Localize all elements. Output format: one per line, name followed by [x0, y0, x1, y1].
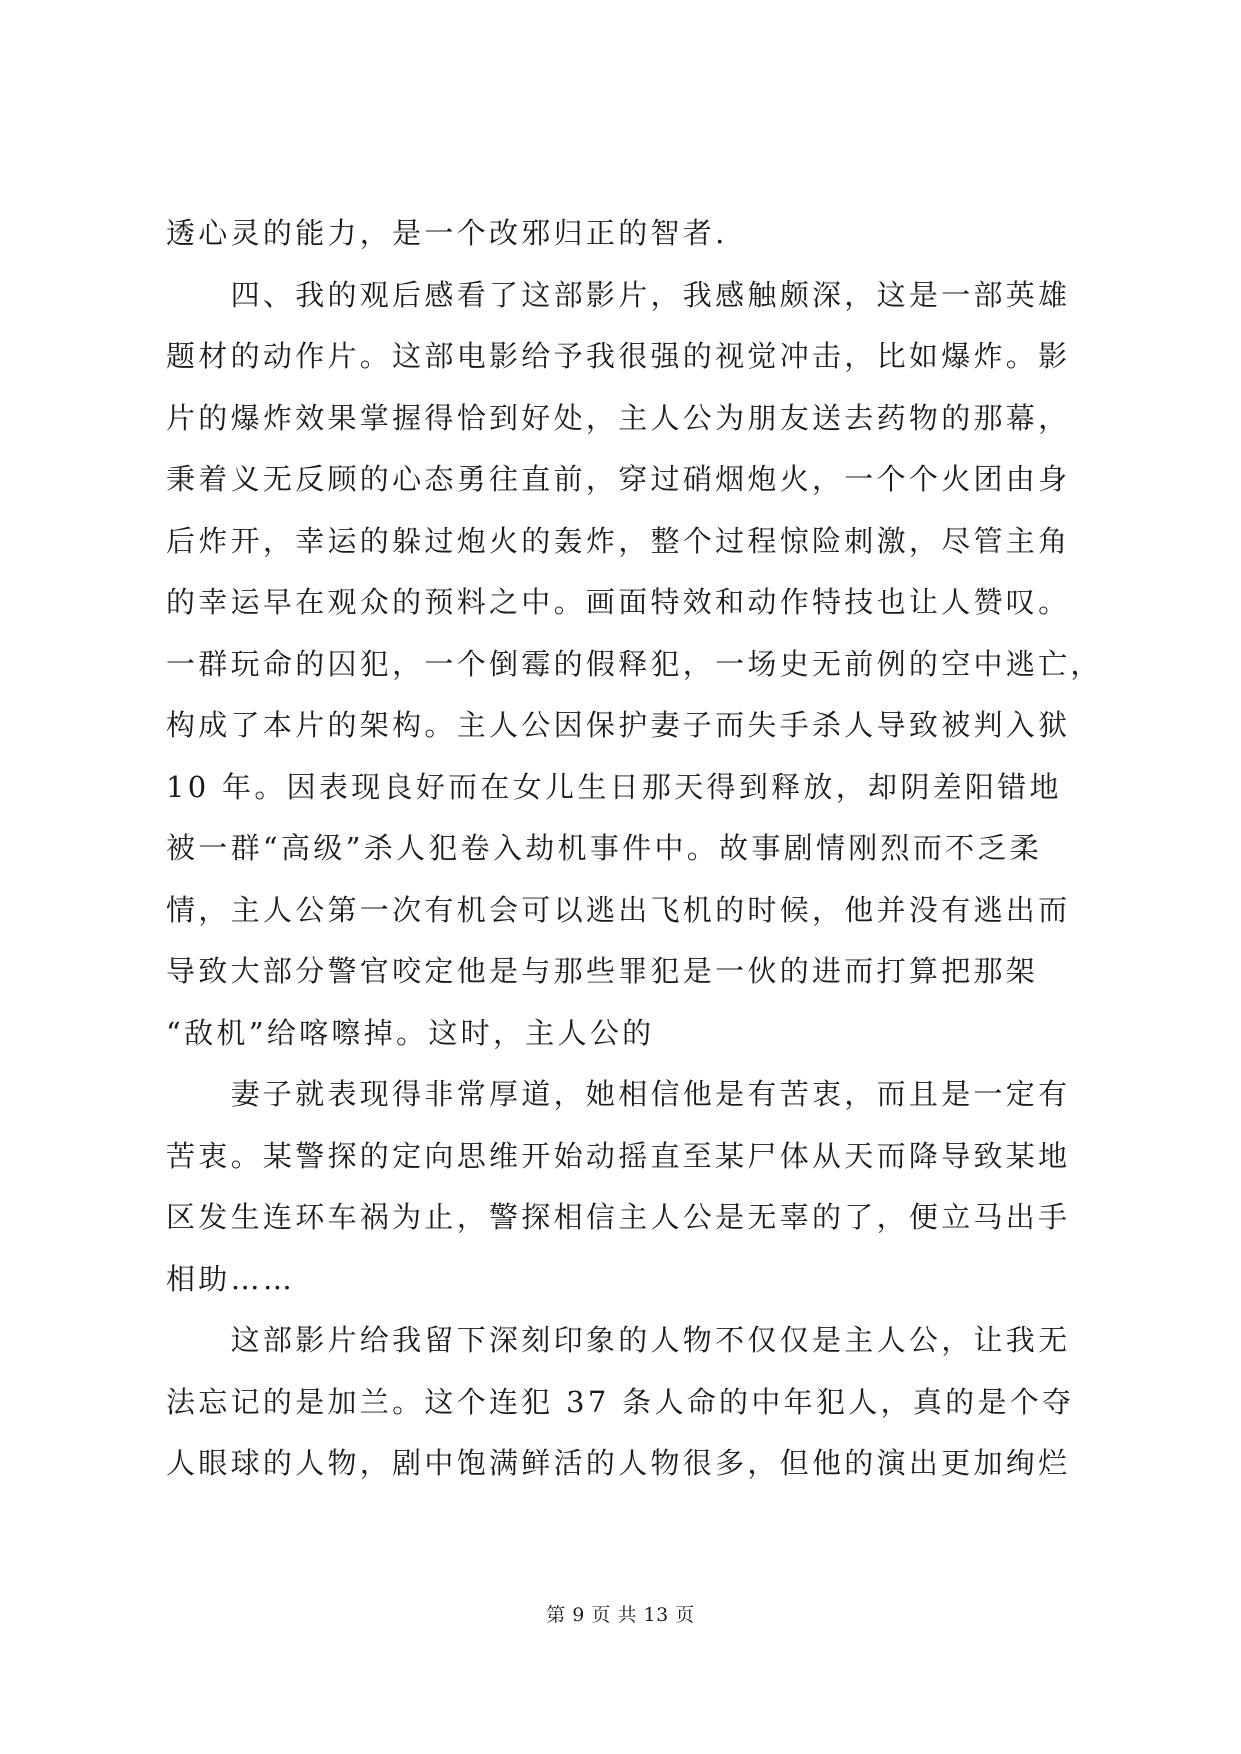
text-line: 苦衷。某警探的定向思维开始动摇直至某尸体从天而降导致某地: [166, 1138, 1071, 1173]
text-line: 妻子就表现得非常厚道，她相信他是有苦衷，而且是一定有: [166, 1077, 1071, 1111]
text-line: 一群玩命的囚犯，一个倒霉的假释犯，一场史无前例的空中逃亡，: [166, 646, 1103, 681]
text-line: 题材的动作片。这部电影给予我很强的视觉冲击，比如爆炸。影: [166, 339, 1071, 373]
text-line: 相助……: [166, 1261, 296, 1296]
text-line: 秉着义无反顾的心态勇往直前，穿过硝烟炮火，一个个火团由身: [166, 462, 1071, 496]
text-line: 10 年。因表现良好而在女儿生日那天得到释放，却阴差阳错地: [166, 769, 1062, 804]
text-line: 法忘记的是加兰。这个连犯 37 条人命的中年犯人，真的是个夺: [166, 1384, 1075, 1419]
text-line: 人眼球的人物，剧中饱满鲜活的人物很多，但他的演出更加绚烂: [166, 1446, 1071, 1480]
text-line: 区发生连环车祸为止，警探相信主人公是无辜的了，便立马出手: [166, 1200, 1071, 1234]
body-text: [166, 203, 1103, 1495]
text-line: 情，主人公第一次有机会可以逃出飞机的时候，他并没有逃出而: [166, 892, 1071, 927]
page-footer: 第 9 页 共 13 页: [546, 1604, 695, 1626]
text-line: 的幸运早在观众的预料之中。画面特效和动作特技也让人赞叹。: [166, 585, 1071, 619]
text-line: 被一群“高级”杀人犯卷入劫机事件中。故事剧情刚烈而不乏柔: [166, 831, 1043, 865]
text-line: “敌机”给喀嚓掉。这时，主人公的: [166, 1015, 655, 1050]
text-line: 四、我的观后感看了这部影片，我感触颇深，这是一部英雄: [166, 277, 1071, 312]
text-line: 这部影片给我留下深刻印象的人物不仅仅是主人公，让我无: [166, 1323, 1071, 1357]
text-line: 后炸开，幸运的躲过炮火的轰炸，整个过程惊险刺激，尽管主角: [166, 523, 1071, 558]
text-line: 导致大部分警官咬定他是与那些罪犯是一伙的进而打算把那架: [166, 954, 1039, 988]
text-line: 透心灵的能力，是一个改邪归正的智者.: [166, 216, 728, 250]
text-line: 构成了本片的架构。主人公因保护妻子而失手杀人导致被判入狱: [166, 708, 1071, 742]
text-line: 片的爆炸效果掌握得恰到好处，主人公为朋友送去药物的那幕，: [166, 400, 1071, 435]
